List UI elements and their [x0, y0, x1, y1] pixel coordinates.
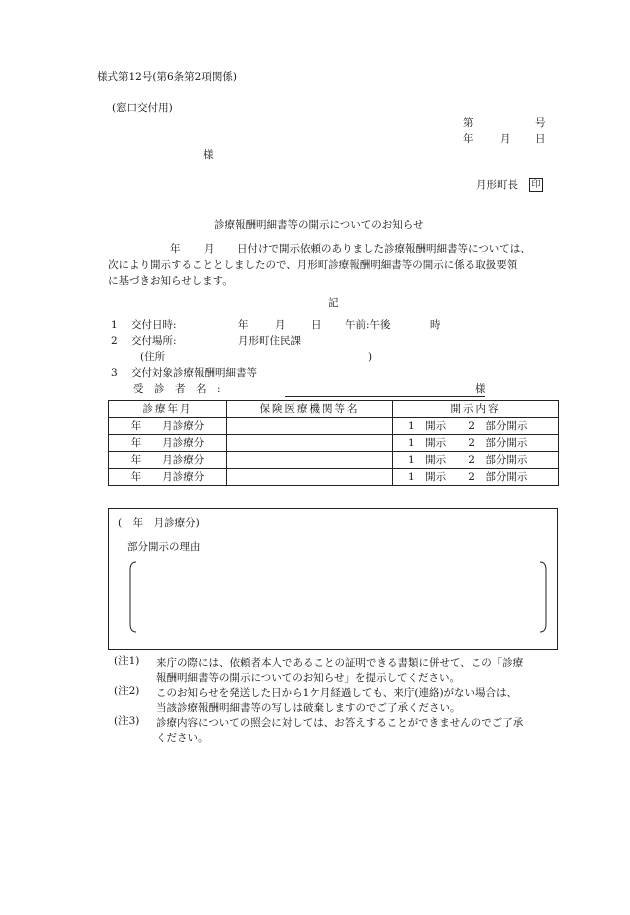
form-number: 様式第12号(第6条第2項関係) — [97, 71, 237, 83]
intro-line1: 日付けで開示依頼のありました診療報酬明細書等については、 — [237, 243, 531, 255]
option-full-disclosure: 1 開示 — [408, 470, 447, 483]
note-label: (注1) — [114, 655, 140, 667]
row-disclosure — [393, 452, 559, 469]
ki-heading: 記 — [328, 297, 339, 309]
note-text — [156, 716, 523, 746]
partial-reason-label: 部分開示の理由 — [127, 541, 201, 553]
item3-number: 3 — [111, 367, 118, 379]
option-full-disclosure: 1 開示 — [408, 453, 447, 466]
row-consult-month: 年 月診療分 — [109, 418, 227, 435]
option-full-disclosure: 1 開示 — [408, 419, 447, 432]
seal-mark: 印 — [529, 178, 543, 192]
item2-value: 月形町住民課 — [238, 335, 301, 347]
table-row — [109, 435, 559, 452]
item1-hour: 時 — [430, 319, 441, 331]
header-disclosure: 開示内容 — [393, 401, 559, 418]
note-label: (注3) — [114, 715, 140, 727]
item2-label: 交付場所: — [131, 335, 177, 347]
item1-ampm: 午前:午後 — [345, 319, 391, 331]
note-line: このお知らせを発送した日から1ケ月経過しても、来庁(連絡)がない場合は、 — [156, 687, 518, 699]
doc-number-suffix: 号 — [535, 117, 546, 129]
note-line: 診療内容についての照会に対しては、お答えすることができませんのでご了承 — [156, 717, 524, 729]
note-line: 当該診療報酬明細書等の写しは破棄しますのでご了承ください。 — [156, 702, 461, 714]
header-institution: 保険医療機関等名 — [227, 401, 393, 418]
row-disclosure — [393, 469, 559, 486]
header-consult-month: 診療年月 — [109, 401, 227, 418]
row-institution — [227, 435, 393, 452]
date-year: 年 — [463, 133, 474, 145]
row-institution — [227, 452, 393, 469]
partial-period: ( 年 月診療分) — [118, 517, 200, 529]
patient-name-label: 受 診 者 名 : — [133, 383, 221, 395]
intro-line3: に基づきお知らせします。 — [108, 275, 233, 287]
note-text — [156, 686, 517, 716]
option-partial-disclosure: 2 部分開示 — [468, 453, 528, 466]
table-row — [109, 469, 559, 486]
document-title: 診療報酬明細書等の開示についてのお知らせ — [214, 219, 424, 231]
row-institution — [227, 418, 393, 435]
note-text — [156, 656, 523, 686]
item1-day: 日 — [311, 319, 322, 331]
bracket-right — [540, 562, 546, 632]
item1-year: 年 — [238, 319, 249, 331]
option-partial-disclosure: 2 部分開示 — [468, 436, 528, 449]
date-day: 日 — [535, 133, 546, 145]
patient-name-underline — [285, 396, 485, 397]
item1-label: 交付日時: — [131, 319, 177, 331]
item2-number: 2 — [111, 335, 118, 347]
item1-number: 1 — [111, 319, 118, 331]
row-institution — [227, 469, 393, 486]
window-use-label: (窓口交付用) — [112, 102, 173, 114]
issuer-name: 月形町長 — [476, 179, 518, 191]
intro-line2: 次により開示することとしましたので、月形町診療報酬明細書等の開示に係る取扱要領 — [108, 259, 518, 271]
note-label: (注2) — [114, 685, 140, 697]
option-partial-disclosure: 2 部分開示 — [468, 419, 528, 432]
reason-brackets — [126, 560, 551, 636]
table-row — [109, 452, 559, 469]
row-disclosure — [393, 418, 559, 435]
records-table — [108, 400, 559, 486]
intro-month: 月 — [204, 243, 215, 255]
addressee-suffix: 様 — [203, 149, 214, 161]
bracket-left — [130, 562, 136, 632]
item3-label: 交付対象診療報酬明細書等 — [131, 367, 257, 379]
intro-year: 年 — [170, 243, 181, 255]
item2-address-close: ) — [368, 351, 373, 363]
row-disclosure — [393, 435, 559, 452]
item2-address-open: (住所 — [140, 351, 166, 363]
doc-number-prefix: 第 — [463, 117, 474, 129]
row-consult-month: 年 月診療分 — [109, 452, 227, 469]
note-line: 来庁の際には、依頼者本人であることの証明できる書類に併せて、この「診療 — [156, 657, 524, 669]
note-line: ください。 — [156, 732, 209, 744]
table-header-row — [109, 401, 559, 418]
row-consult-month: 年 月診療分 — [109, 435, 227, 452]
item1-month: 月 — [275, 319, 286, 331]
note-line: 報酬明細書等の開示についてのお知らせ」を提示してください。 — [156, 672, 460, 684]
option-full-disclosure: 1 開示 — [408, 436, 447, 449]
row-consult-month: 年 月診療分 — [109, 469, 227, 486]
patient-name-suffix: 様 — [475, 383, 486, 395]
option-partial-disclosure: 2 部分開示 — [468, 470, 528, 483]
table-row — [109, 418, 559, 435]
date-month: 月 — [500, 133, 511, 145]
